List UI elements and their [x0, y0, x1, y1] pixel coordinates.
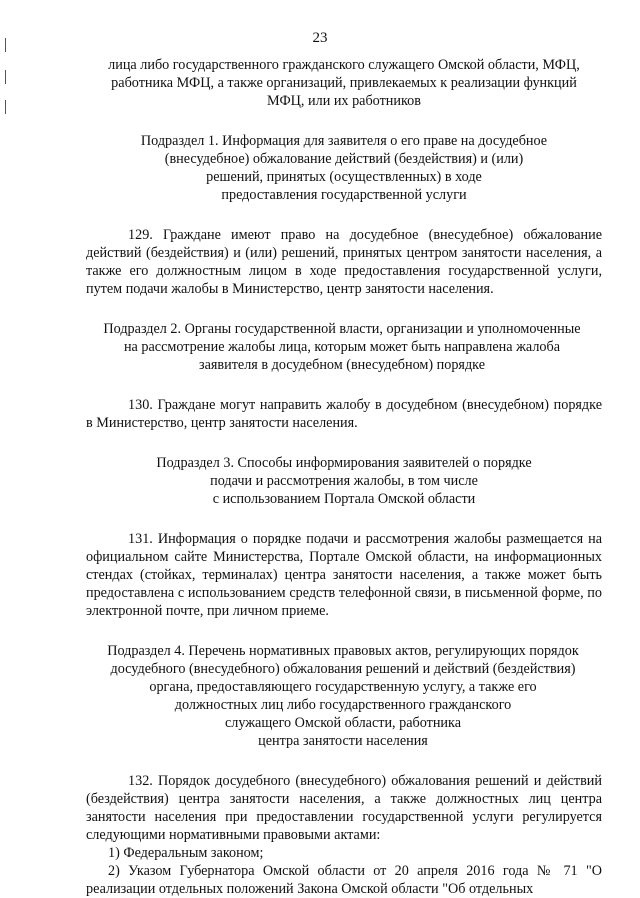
- heading-line: Подраздел 1. Информация для заявителя о его праве на досудебное: [140, 133, 548, 149]
- heading-line: Подраздел 4. Перечень нормативных правовых актов, регулирующих порядок: [107, 643, 579, 659]
- list-item: 2) Указом Губернатора Омской области от 20 апреля 2016 года № 71 "О реализации отдельных положений Закона Омской области "Об отдельных: [86, 863, 602, 897]
- subsection-2-heading: [78, 320, 606, 374]
- heading-line: служащего Омской области, работника: [224, 715, 462, 731]
- heading-line: лица либо государственного гражданского служащего Омской области, МФЦ,: [108, 57, 580, 73]
- heading-line: работника МФЦ, а также организаций, привлекаемых к реализации функций: [111, 75, 577, 91]
- heading-line: решений, принятых (осуществленных) в ходе: [206, 169, 482, 185]
- heading-line: досудебного (внесудебного) обжалования решений и действий (бездействия): [110, 661, 576, 677]
- heading-line: Подраздел 2. Органы государственной власти, организации и уполномоченные: [103, 321, 581, 337]
- subsection-4-heading: [80, 642, 606, 750]
- heading-line: заявителя в досудебном (внесудебном) порядке: [199, 357, 485, 373]
- subsection-1-heading: [86, 132, 602, 204]
- heading-line: центра занятости населения: [258, 733, 428, 749]
- heading-line: предоставления государственной услуги: [221, 187, 467, 203]
- document-body: [86, 56, 602, 898]
- heading-line: Подраздел 3. Способы информирования заявителей о порядке: [156, 455, 532, 471]
- heading-line: подачи и рассмотрения жалобы, в том числе: [210, 473, 478, 489]
- paragraph-130: 130. Граждане могут направить жалобу в досудебном (внесудебном) порядке в Министерство, центр занятости населения.: [86, 397, 602, 431]
- paragraph-129: 129. Граждане имеют право на досудебное (внесудебное) обжалование действий (бездействия) и (или) решений, принятых центром занятости населения, а также его должностным лицом в ходе предоставления государственной услуги, путем подачи жалобы в Министерство, центр занятости населения.: [86, 227, 602, 297]
- paragraph-131: 131. Информация о порядке подачи и рассмотрения жалобы размещается на официальном сайте Министерства, Портале Омской области, на информационных стендах (стойках, терминалах) центра занятости населения, а также может быть предоставлена с использованием средств телефонной связи, в письменной форме, по электронной почте, при личном приеме.: [86, 531, 602, 619]
- subsection-3-heading: [86, 454, 602, 508]
- section-heading-continuation: [86, 56, 602, 110]
- heading-line: на рассмотрение жалобы лица, которым может быть направлена жалоба: [123, 339, 561, 355]
- heading-line: МФЦ, или их работников: [267, 93, 421, 109]
- heading-line: (внесудебное) обжалование действий (бездействия) и (или): [164, 151, 524, 167]
- heading-line: с использованием Портала Омской области: [212, 491, 476, 507]
- heading-line: должностных лиц либо государственного гражданского: [174, 697, 512, 713]
- heading-line: органа, предоставляющего государственную услугу, а также его: [149, 679, 537, 695]
- paragraph-132: 132. Порядок досудебного (внесудебного) обжалования решений и действий (бездействия) центра занятости населения, а также должностных лиц центра занятости населения при предоставлении государственной услуги регулируется следующими нормативными правовыми актами:: [86, 773, 602, 843]
- list-item: 1) Федеральным законом;: [108, 845, 264, 861]
- page-number: 23: [312, 30, 328, 46]
